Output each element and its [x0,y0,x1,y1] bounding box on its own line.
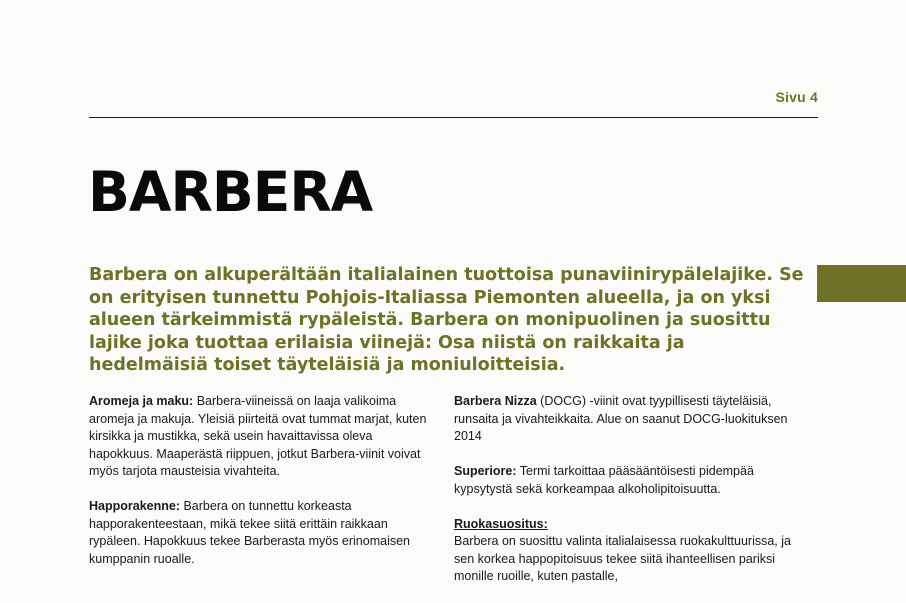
food-heading: Ruokasuositus: [454,516,548,531]
right-column [454,393,809,603]
aroma-paragraph [89,393,429,481]
acidity-paragraph [89,498,429,568]
food-paragraph [454,516,809,586]
side-accent-tab [817,265,906,302]
nizza-paragraph [454,393,809,446]
superiore-paragraph [454,463,809,498]
acidity-label: Happorakenne: [89,499,180,513]
page-number: Sivu 4 [775,89,818,105]
lead-paragraph: Barbera on alkuperältään italialainen tuottoisa punaviinirypälelajike. Se on erityisen tunnettu Pohjois-Italiassa Piemonten alueella, ja on yksi alueen tärkeimmistä rypäleistä. Barbera on monipuolinen ja suosittu lajike joka tuottaa erilaisia viinejä: Osa niistä on raikkaita ja hedelmäisiä toiset täyteläisiä ja moniuloitteisia. [89,265,804,375]
acidity-text: Barbera on tunnettu korkeasta happorakenteestaan, mikä tekee siitä erittäin raikkaan rypäleen. Hapokkuus tekee Barberasta myös erinomaisen kumppanin ruoalle. [89,499,411,566]
nizza-text: (DOCG) -viinit ovat tyypillisesti täyteläisiä, runsaita ja vivahteikkaita. Alue on saanut DOCG-luokituksen 2014 [454,394,788,443]
nizza-label: Barbera Nizza [454,394,537,408]
header-divider [89,117,818,118]
aroma-text: Barbera-viineissä on laaja valikoima aromeja ja makuja. Yleisiä piirteitä ovat tummat marjat, kuten kirsikka ja mustikka, sekä usein havaittavissa oleva hapokkuus. Maaperästä riippuen, jotkut Barbera-viinit voivat myös tarjota mausteisia vivahteita. [89,394,427,478]
food-text: Barbera on suosittu valinta italialaisessa ruokakulttuurissa, ja sen korkea happopitoisuus tekee siitä ihanteellisen pariksi monille ruoille, kuten pastalle, [454,534,791,583]
left-column [89,393,429,586]
aroma-label: Aromeja ja maku: [89,394,194,408]
superiore-label: Superiore: [454,464,517,478]
superiore-text: Termi tarkoittaa pääsääntöisesti pidempää kypsytystä sekä korkeampaa alkoholipitoisuutta. [454,464,754,496]
page-title: BARBERA [88,160,373,224]
